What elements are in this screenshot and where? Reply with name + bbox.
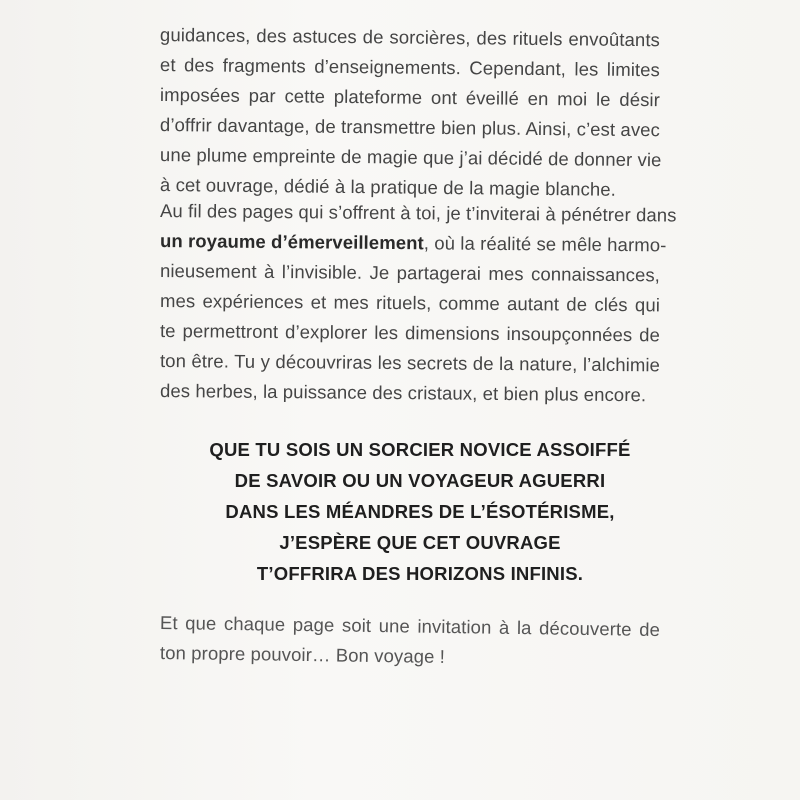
paragraph-intro xyxy=(160,20,660,200)
text-fragment: , où la réalité se mêle harmo- xyxy=(423,232,667,256)
quote-line: QUE TU SOIS UN SORCIER NOVICE ASSOIFFÉ xyxy=(209,439,631,460)
quote-line: DE SAVOIR OU UN VOYAGEUR AGUERRI xyxy=(234,470,606,491)
text-line: une plume empreinte de magie que j’ai décidé de donner vie xyxy=(159,144,662,171)
text-line: ton propre pouvoir… Bon voyage ! xyxy=(159,642,446,667)
paragraph-invitation xyxy=(159,196,677,406)
text-line: guidances, des astuces de sorcières, des rituels envoûtants xyxy=(159,24,661,51)
text-line: te permettront d’explorer les dimensions insoupçonnées de xyxy=(159,320,661,346)
paragraph-closing xyxy=(160,608,660,668)
text-line: ton être. Tu y découvriras les secrets de la nature, l’alchimie xyxy=(159,350,661,376)
text-line: Au fil des pages qui s’offrent à toi, je t’inviterai à pénétrer dans xyxy=(159,200,677,226)
text-line: imposées par cette plateforme ont éveillé en moi le désir xyxy=(159,84,661,111)
quote-line: J’ESPÈRE QUE CET OUVRAGE xyxy=(279,532,561,553)
text-line: nieusement à l’invisible. Je partagerai mes connaissances, xyxy=(159,260,661,286)
highlight-quote xyxy=(150,434,690,589)
text-line: à cet ouvrage, dédié à la pratique de la magie blanche. xyxy=(159,174,617,200)
quote-line: DANS LES MÉANDRES DE L’ÉSOTÉRISME, xyxy=(225,501,615,522)
text-line: et des fragments d’enseignements. Cependant, les limites xyxy=(159,54,661,81)
text-line: mes expériences et mes rituels, comme autant de clés qui xyxy=(159,290,661,316)
text-line: Et que chaque page soit une invitation à la découverte de xyxy=(159,612,661,640)
text-line: d’offrir davantage, de transmettre bien plus. Ainsi, c’est avec xyxy=(159,114,661,141)
quote-line: T’OFFRIRA DES HORIZONS INFINIS. xyxy=(256,563,584,584)
text-line-mixed xyxy=(159,226,667,260)
text-line: des herbes, la puissance des cristaux, et bien plus encore. xyxy=(159,380,647,406)
emphasis-text: un royaume d’émerveillement xyxy=(159,230,424,254)
